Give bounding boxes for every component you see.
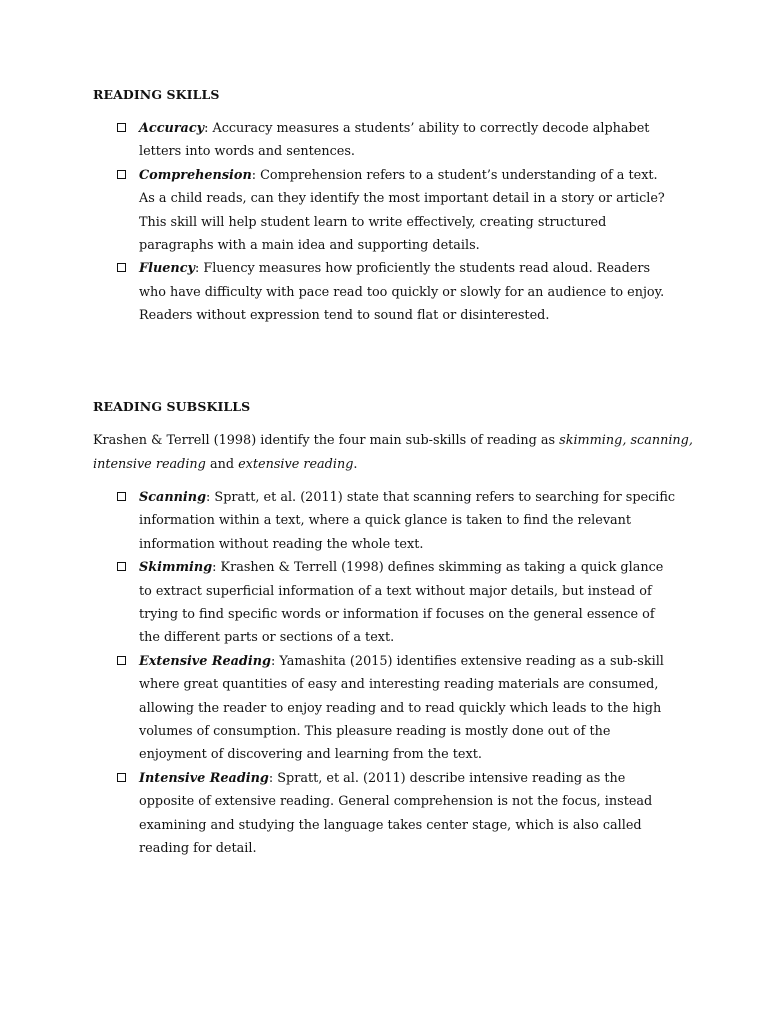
list-item-extensive-reading: [117, 650, 677, 767]
intro-mid: and: [205, 456, 239, 472]
reading-subskills-heading: READING SUBSKILLS: [93, 399, 251, 414]
term-description: : Fluency measures how proficiently the students read aloud. Readers who have difficulty with pace read too quickly or slowly for an audience to enjoy. Readers without expression tend to sound flat or disinterested.: [139, 261, 665, 324]
term-description: : Krashen & Terrell (1998) defines skimming as taking a quick glance to extract superficial information of a text without major details, but instead of trying to find specific words or information if focuses on the general essence of the different parts or sections of a text.: [139, 560, 664, 646]
intro-end: .: [353, 456, 358, 472]
checkbox-icon: [117, 773, 126, 782]
subskills-intro-paragraph: [93, 429, 693, 476]
intro-lead: Krashen & Terrell (1998) identify the four main sub-skills of reading as: [93, 433, 560, 448]
term-label: Comprehension: [139, 167, 252, 183]
checkbox-icon: [117, 562, 126, 571]
list-item-comprehension: [117, 164, 677, 258]
checkbox-icon: [117, 492, 126, 501]
term-label: Skimming: [139, 560, 213, 576]
term-label: Extensive Reading: [139, 653, 271, 669]
term-label: Accuracy: [139, 121, 205, 136]
term-description: : Spratt, et al. (2011) state that scanning refers to searching for specific information within a text, where a quick glance is taken to find the relevant information without reading the whole text.: [139, 490, 676, 552]
intro-emphasis-2: extensive reading: [238, 456, 354, 472]
list-item-skimming: [117, 556, 677, 650]
term-label: Fluency: [139, 261, 195, 277]
term-description: : Accuracy measures a students’ ability to correctly decode alphabet letters into words and sentences.: [139, 121, 650, 160]
list-item-accuracy: [117, 117, 677, 164]
term-label: Scanning: [139, 490, 207, 505]
list-item-scanning: [117, 486, 677, 556]
intro-emphasis-1: skimming, scanning, intensive reading: [93, 433, 693, 472]
term-description: : Yamashita (2015) identifies extensive reading as a sub-skill where great quantities of easy and interesting reading materials are consumed, allowing the reader to enjoy reading and to read quickly which leads to the high volumes of consumption. This pleasure reading is mostly done out of the enjoyment of discovering and learning from the text.: [139, 653, 664, 763]
list-item-fluency: [117, 257, 677, 327]
checkbox-icon: [117, 656, 126, 665]
term-label: Intensive Reading: [139, 770, 269, 786]
reading-subskills-list: [117, 486, 677, 861]
checkbox-icon: [117, 263, 126, 272]
reading-skills-heading: READING SKILLS: [93, 87, 220, 102]
checkbox-icon: [117, 170, 126, 179]
term-description: : Spratt, et al. (2011) describe intensive reading as the opposite of extensive reading. General comprehension is not the focus, instead examining and studying the language takes center stage, which is also called reading for detail.: [139, 770, 653, 857]
term-description: : Comprehension refers to a student’s understanding of a text. As a child reads, can they identify the most important detail in a story or article? This skill will help student learn to write effectively, creating structured paragraphs with a main idea and supporting details.: [139, 167, 665, 254]
checkbox-icon: [117, 123, 126, 132]
list-item-intensive-reading: [117, 767, 677, 861]
reading-skills-list: [117, 117, 677, 328]
